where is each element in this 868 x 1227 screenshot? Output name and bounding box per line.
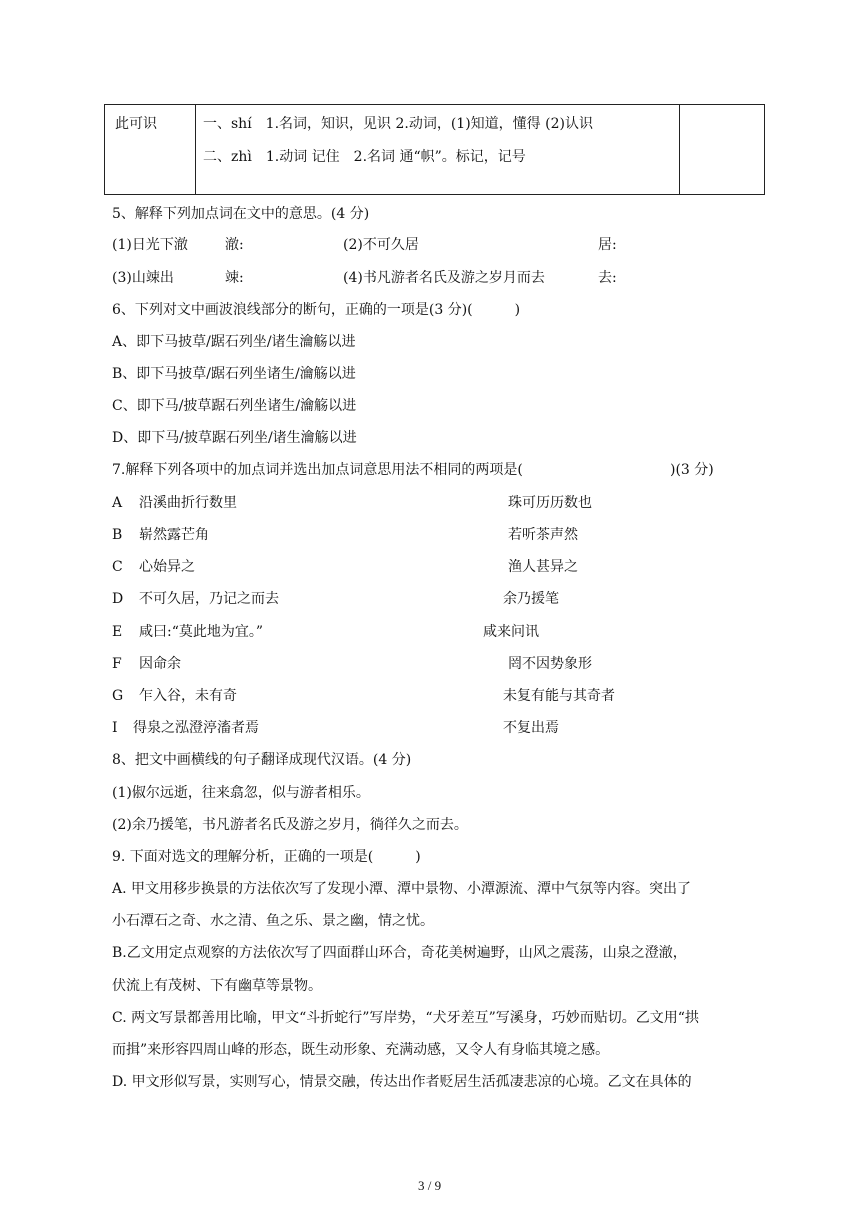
q7-row-i-letter: I — [112, 720, 118, 736]
q7-row-f-letter: F — [112, 656, 122, 672]
page-number: 3 / 9 — [418, 1178, 442, 1193]
q7-row-d-letter: D — [112, 591, 124, 607]
q7-row-i-right: 不复出焉 — [503, 720, 559, 736]
table-meaning-2: 二、zhì 1.动词 记住 2.名词 通“帜”。标记，记号 — [203, 149, 526, 165]
q7-row-b-right: 若听茶声然 — [508, 527, 578, 543]
q6-title: 6、下列对文中画波浪线部分的断句，正确的一项是(3 分)( ) — [112, 302, 521, 318]
vocab-table — [104, 104, 765, 195]
q9-option-d-line1: D. 甲文形似写景，实则写心，情景交融，传达出作者贬居生活孤凄悲凉的心境。乙文在具体的 — [112, 1074, 692, 1090]
q7-row-c-left: 心始异之 — [139, 559, 195, 575]
q9-title: 9. 下面对选文的理解分析，正确的一项是( ) — [112, 849, 421, 865]
q8-sentence-2: (2)余乃援笔，书凡游者名氏及游之岁月，徜徉久之而去。 — [112, 817, 468, 833]
q7-row-g-left: 乍入谷，未有奇 — [139, 688, 237, 704]
q9-option-b-line2: 伏流上有茂树、下有幽草等景物。 — [112, 978, 322, 994]
q7-row-g-letter: G — [112, 688, 124, 704]
q7-row-e-left: 咸曰:“莫此地为宜。” — [139, 624, 264, 640]
q9-option-a-line1: A. 甲文用移步换景的方法依次写了发现小潭、潭中景物、小潭源流、潭中气氛等内容。突出了 — [112, 881, 692, 897]
q7-row-a-right: 珠可历历数也 — [508, 495, 592, 511]
q7-row-c-letter: C — [112, 559, 123, 575]
q7-title-end: )(3 分) — [670, 462, 714, 478]
q5-item-4: (4)书凡游者名氏及游之岁月而去 — [343, 270, 545, 286]
q6-option-b: B、即下马披草/踞石列坐诸生/瀹觞以进 — [112, 366, 356, 382]
q5-blank-2: 居: — [598, 237, 617, 253]
q9-option-c-line1: C. 两文写景都善用比喻，甲文“斗折蛇行”写岸势，“犬牙差互”写溪身，巧妙而贴切。乙文用“拱 — [112, 1010, 699, 1026]
q9-option-b-line1: B.乙文用定点观察的方法依次写了四面群山环合，奇花美树遍野，山风之震荡，山泉之澄澈， — [112, 945, 687, 961]
q7-row-e-letter: E — [112, 624, 123, 640]
q7-row-c-right: 渔人甚异之 — [508, 559, 578, 575]
q6-option-c: C、即下马/披草踞石列坐诸生/瀹觞以进 — [112, 398, 357, 414]
q7-row-a-left: 沿溪曲折行数里 — [139, 495, 237, 511]
q5-item-2: (2)不可久居 — [343, 237, 419, 253]
q7-row-e-right: 咸来问讯 — [483, 624, 539, 640]
table-meaning-1: 一、shí 1.名词，知识，见识 2.动词，(1)知道，懂得 (2)认识 — [203, 116, 593, 132]
q7-row-g-right: 未复有能与其奇者 — [503, 688, 615, 704]
q7-row-f-left: 因命余 — [139, 656, 181, 672]
q5-blank-4: 去: — [598, 270, 617, 286]
q7-title: 7.解释下列各项中的加点词并选出加点词意思用法不相同的两项是( — [112, 462, 523, 478]
table-word: 此可识 — [115, 116, 157, 132]
q7-row-b-letter: B — [112, 527, 123, 543]
q8-sentence-1: (1)俶尔远逝，往来翕忽，似与游者相乐。 — [112, 785, 370, 801]
q5-blank-1: 澈: — [225, 237, 244, 253]
q5-item-1: (1)日光下澈 — [112, 237, 188, 253]
q7-row-f-right: 罔不因势象形 — [508, 656, 592, 672]
q5-item-3: (3)山竦出 — [112, 270, 174, 286]
q7-row-d-left: 不可久居，乃记之而去 — [139, 591, 279, 607]
q7-row-i-left: 得泉之泓澄渟滀者焉 — [133, 720, 259, 736]
q9-option-a-line2: 小石潭石之奇、水之清、鱼之乐、景之幽，情之忧。 — [112, 913, 434, 929]
q9-option-c-line2: 而揖”来形容四周山峰的形态，既生动形象、充满动感，又令人有身临其境之感。 — [112, 1042, 610, 1058]
q8-title: 8、把文中画横线的句子翻译成现代汉语。(4 分) — [112, 752, 412, 768]
table-word-cell — [105, 105, 196, 194]
q6-option-d: D、即下马/披草踞石列坐/诸生瀹觞以进 — [112, 430, 357, 446]
q6-option-a: A、即下马披草/踞石列坐/诸生瀹觞以进 — [112, 334, 356, 350]
q5-title: 5、解释下列加点词在文中的意思。(4 分) — [112, 206, 370, 222]
q7-row-d-right: 余乃援笔 — [503, 591, 559, 607]
q7-row-b-left: 崭然露芒角 — [139, 527, 209, 543]
table-empty-cell — [679, 105, 765, 194]
q5-blank-3: 竦: — [225, 270, 244, 286]
q7-row-a-letter: A — [112, 495, 123, 511]
